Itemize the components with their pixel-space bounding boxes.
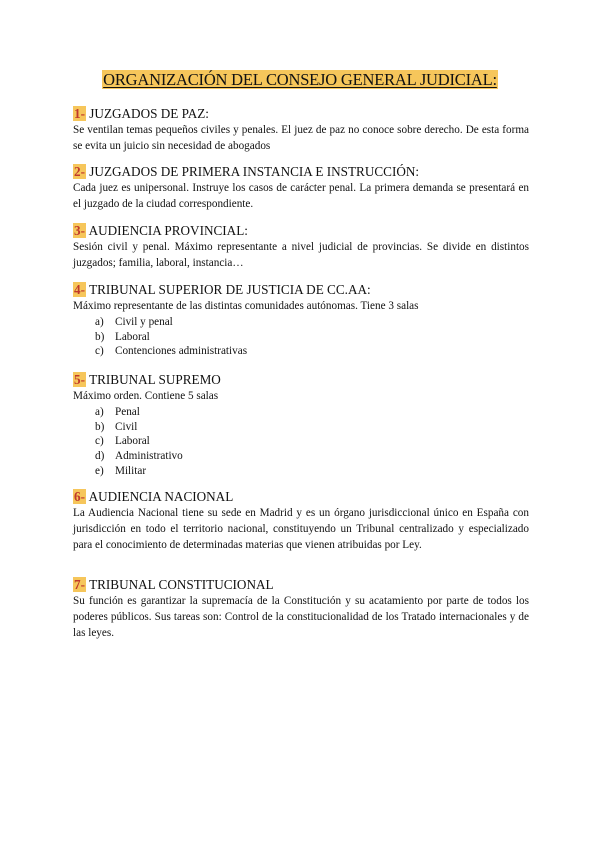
section-juzgados-de-paz bbox=[73, 106, 529, 154]
list-item-text: Militar bbox=[115, 464, 147, 477]
section-body: Cada juez es unipersonal. Instruye los casos de carácter penal. La primera demanda se presentará en el juzgado de la ciudad correspondiente. bbox=[73, 182, 529, 210]
section-body: Se ventilan temas pequeños civiles y penales. El juez de paz no conoce sobre derecho. De esta forma se evita un juicio sin necesidad de abogados bbox=[73, 124, 529, 152]
section-number: 1- bbox=[74, 106, 85, 121]
section-audiencia-nacional bbox=[73, 489, 529, 553]
section-audiencia-provincial bbox=[73, 223, 529, 271]
list-marker: a) bbox=[95, 316, 104, 328]
list-item-text: Laboral bbox=[115, 435, 150, 448]
list-marker: c) bbox=[95, 345, 104, 358]
list-marker: a) bbox=[95, 406, 104, 418]
list-item-text: Penal bbox=[115, 406, 140, 418]
list-item bbox=[95, 449, 529, 464]
list-item bbox=[95, 315, 529, 330]
list-item bbox=[95, 405, 529, 420]
list-item bbox=[95, 344, 529, 359]
list-item-text: Contenciones administrativas bbox=[115, 345, 248, 358]
section-number: 3- bbox=[74, 223, 85, 238]
section-heading-text: AUDIENCIA NACIONAL bbox=[88, 489, 234, 504]
list-marker: b) bbox=[95, 420, 105, 433]
list-item-text: Laboral bbox=[115, 330, 150, 343]
list-item bbox=[95, 464, 529, 479]
section-heading-text: JUZGADOS DE PRIMERA INSTANCIA E INSTRUCCIÓN: bbox=[89, 164, 420, 179]
section-number: 6- bbox=[74, 489, 85, 504]
section-heading bbox=[73, 223, 529, 239]
section-heading bbox=[73, 164, 529, 180]
list-marker: b) bbox=[95, 330, 105, 343]
section-heading-text: TRIBUNAL SUPREMO bbox=[89, 372, 221, 387]
section-body: Su función es garantizar la supremacía de la Constitución y su acatamiento por parte de todos los poderes públicos. Sus tareas son: Control de la constitucionalidad de los Tratado internacionales y de las leyes. bbox=[73, 595, 529, 639]
document-title bbox=[0, 70, 600, 90]
section-tribunal-constitucional bbox=[73, 577, 529, 641]
list-item bbox=[95, 330, 529, 345]
section-body: Sesión civil y penal. Máximo representante a nivel judicial de provincias. Se divide en distintos juzgados; familia, laboral, instancia… bbox=[73, 241, 529, 269]
section-heading bbox=[73, 372, 529, 388]
list-marker: e) bbox=[95, 464, 104, 477]
section-tribunal-supremo bbox=[73, 372, 529, 479]
list-marker: c) bbox=[95, 435, 104, 448]
list-item-text: Administrativo bbox=[115, 450, 183, 463]
section-number: 4- bbox=[74, 282, 85, 297]
document-title-text: ORGANIZACIÓN DEL CONSEJO GENERAL JUDICIAL: bbox=[103, 70, 497, 89]
list-item bbox=[95, 434, 529, 449]
section-body: Máximo representante de las distintas comunidades autónomas. Tiene 3 salas bbox=[73, 300, 419, 312]
section-heading bbox=[73, 489, 529, 505]
list-marker: d) bbox=[95, 450, 105, 463]
section-heading-text: TRIBUNAL CONSTITUCIONAL bbox=[89, 577, 274, 592]
list-item bbox=[95, 420, 529, 435]
section-number: 5- bbox=[74, 372, 85, 387]
section-body: Máximo orden. Contiene 5 salas bbox=[73, 390, 219, 402]
section-body: La Audiencia Nacional tiene su sede en Madrid y es un órgano jurisdiccional único en España con jurisdicción en todo el territorio nacional, constituyendo un Tribunal centralizado y especializado para el conocimiento de determinadas materias que vienen atribuidas por Ley. bbox=[73, 507, 529, 551]
section-heading-text: AUDIENCIA PROVINCIAL: bbox=[88, 223, 248, 238]
list-item-text: Civil bbox=[115, 420, 138, 433]
section-number: 2- bbox=[74, 164, 85, 179]
salas-list bbox=[73, 315, 529, 359]
section-heading bbox=[73, 577, 529, 593]
section-primera-instancia bbox=[73, 164, 529, 212]
list-item-text: Civil y penal bbox=[115, 316, 173, 328]
section-heading-text: JUZGADOS DE PAZ: bbox=[89, 106, 209, 121]
section-heading-text: TRIBUNAL SUPERIOR DE JUSTICIA DE CC.AA: bbox=[89, 282, 371, 297]
section-number: 7- bbox=[74, 577, 85, 592]
salas-list bbox=[73, 405, 529, 479]
section-heading bbox=[73, 106, 529, 122]
section-heading bbox=[73, 282, 529, 298]
section-tribunal-superior bbox=[73, 282, 529, 359]
